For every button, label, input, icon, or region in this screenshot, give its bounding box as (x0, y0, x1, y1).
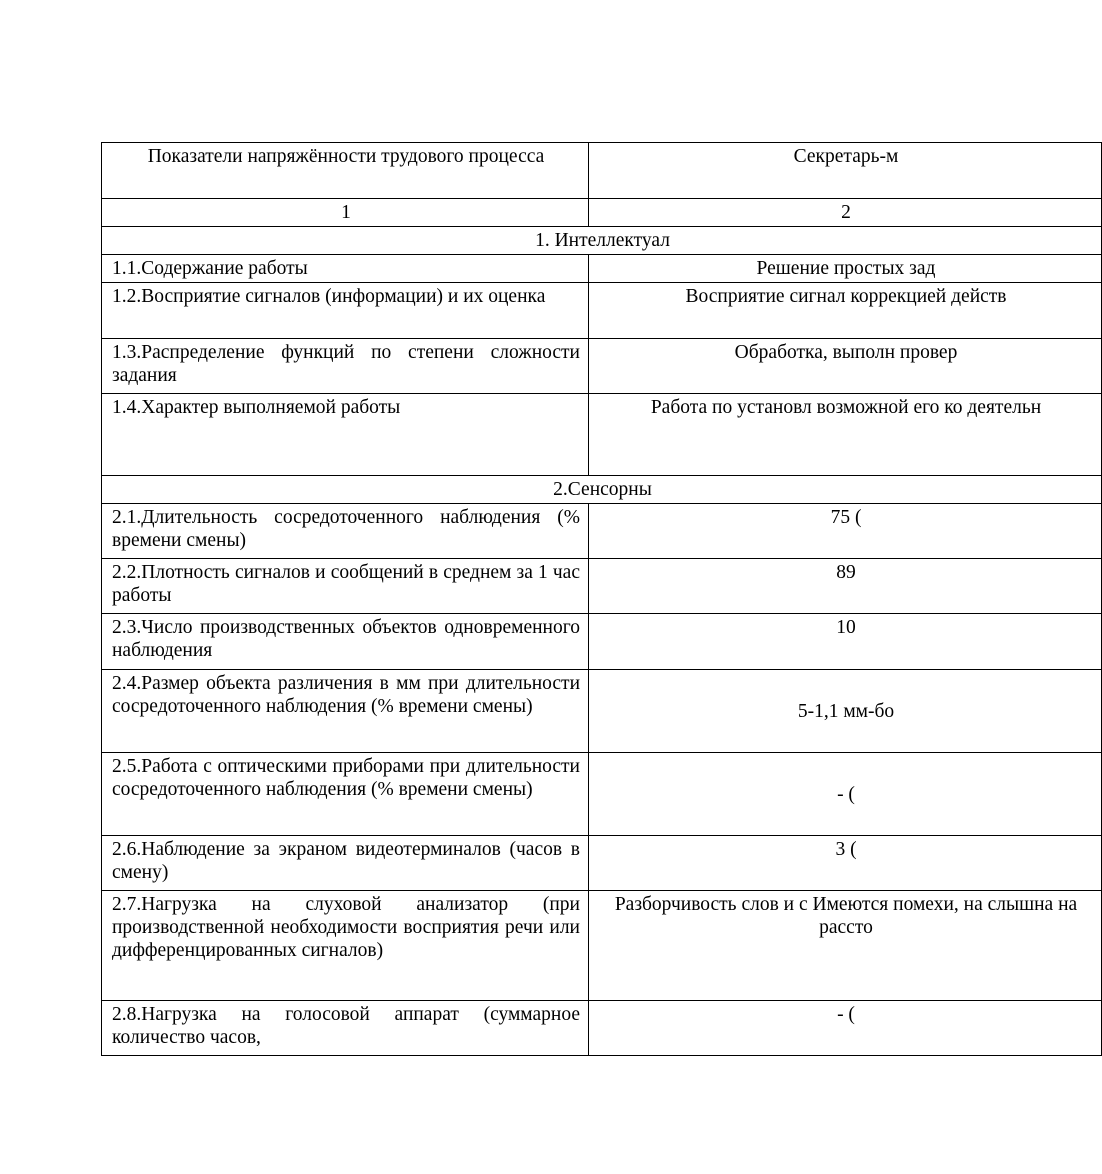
row-value: Обработка, выполн провер (589, 339, 1102, 394)
row-label: 2.2.Плотность сигналов и сообщений в среднем за 1 час работы (102, 559, 589, 614)
section-title-intellectual: 1. Интеллектуал (102, 227, 1102, 255)
column-number-2: 2 (589, 199, 1102, 227)
row-label: 1.2.Восприятие сигналов (информации) и их оценка (102, 283, 589, 339)
table-row (102, 753, 1102, 836)
row-label: 1.4.Характер выполняемой работы (102, 394, 589, 476)
section-title-sensory: 2.Сенсорны (102, 476, 1102, 504)
row-value: Восприятие сигнал коррекцией действ (589, 283, 1102, 339)
table-row (102, 559, 1102, 614)
row-value: Решение простых зад (589, 255, 1102, 283)
table-header-row (102, 143, 1102, 199)
row-value: - ( (589, 753, 1102, 836)
column-number-1: 1 (102, 199, 589, 227)
column-number-row (102, 199, 1102, 227)
table-row (102, 1001, 1102, 1056)
table-row (102, 836, 1102, 891)
row-label: 2.4.Размер объекта различения в мм при длительности сосредоточенного наблюдения (% времени смены) (102, 670, 589, 753)
row-value: 3 ( (589, 836, 1102, 891)
row-label: 2.8.Нагрузка на голосовой аппарат (суммарное количество часов, (102, 1001, 589, 1056)
table-row (102, 891, 1102, 1001)
row-label: 2.3.Число производственных объектов одновременного наблюдения (102, 614, 589, 670)
row-value: Работа по установл возможной его ко деятельн (589, 394, 1102, 476)
row-label: 2.6.Наблюдение за экраном видеотерминалов (часов в смену) (102, 836, 589, 891)
row-value: 5-1,1 мм-бо (589, 670, 1102, 753)
header-indicators-cell: Показатели напряжённости трудового процесса (102, 143, 589, 199)
row-value: 89 (589, 559, 1102, 614)
row-label: 2.1.Длительность сосредоточенного наблюдения (% времени смены) (102, 504, 589, 559)
header-position-cell: Секретарь-м (589, 143, 1102, 199)
row-value: 75 ( (589, 504, 1102, 559)
section-row-intellectual (102, 227, 1102, 255)
row-value: - ( (589, 1001, 1102, 1056)
labor-intensity-table (101, 142, 1102, 1056)
row-label: 2.7.Нагрузка на слуховой анализатор (при производственной необходимости восприятия речи или дифференцированных сигналов) (102, 891, 589, 1001)
table-row (102, 255, 1102, 283)
table-row (102, 339, 1102, 394)
table-row (102, 670, 1102, 753)
table-row (102, 614, 1102, 670)
table-row (102, 283, 1102, 339)
row-label: 1.1.Содержание работы (102, 255, 589, 283)
row-label: 1.3.Распределение функций по степени сложности задания (102, 339, 589, 394)
section-row-sensory (102, 476, 1102, 504)
table-row (102, 394, 1102, 476)
row-value: Разборчивость слов и с Имеются помехи, на слышна на рассто (589, 891, 1102, 1001)
row-value: 10 (589, 614, 1102, 670)
table-row (102, 504, 1102, 559)
row-label: 2.5.Работа с оптическими приборами при длительности сосредоточенного наблюдения (% времени смены) (102, 753, 589, 836)
